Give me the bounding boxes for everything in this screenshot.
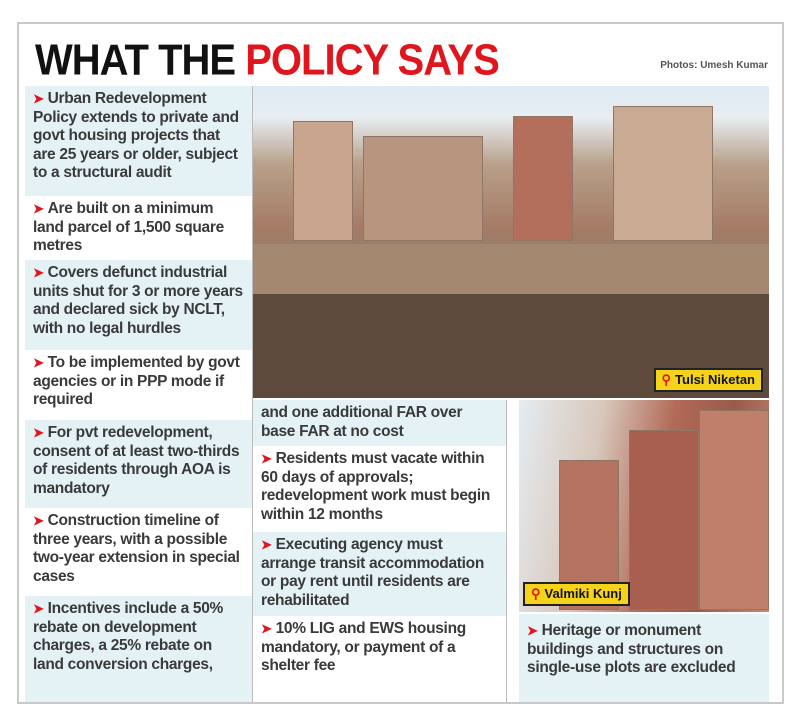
point-text: Covers defunct industrial units shut for 3 or more years and declared sick by NCLT, with no legal hurdles xyxy=(33,264,243,337)
point-text: Urban Redevelopment Policy extends to private and govt housing projects that are 25 years or older, subject to a structural audit xyxy=(33,90,239,181)
tag-text: Valmiki Kunj xyxy=(544,586,622,601)
point-text: To be implemented by govt agencies or in PPP mode if required xyxy=(33,354,240,408)
policy-point xyxy=(25,350,252,420)
point-text: For pvt redevelopment, consent of at least two-thirds of residents through AOA is mandatory xyxy=(33,424,240,497)
credit-label: Photos: xyxy=(660,60,698,71)
photo-valmiki-kunj xyxy=(519,400,769,612)
policy-point xyxy=(519,614,769,682)
left-column xyxy=(25,86,253,702)
arrow-icon: ➤ xyxy=(261,537,272,552)
policy-point xyxy=(25,508,252,596)
point-text: Executing agency must arrange transit accommodation or pay rent until residents are rehabilitated xyxy=(261,536,484,609)
point-text: 10% LIG and EWS housing mandatory, or payment of a shelter fee xyxy=(261,620,466,674)
arrow-icon: ➤ xyxy=(33,601,44,616)
policy-point xyxy=(25,596,252,702)
location-pin-icon: ⚲ xyxy=(531,586,541,601)
headline xyxy=(35,36,499,86)
location-tag xyxy=(523,582,630,606)
point-text: and one additional FAR over base FAR at no cost xyxy=(261,404,463,440)
policy-point xyxy=(25,86,252,196)
policy-point xyxy=(253,532,506,616)
arrow-icon: ➤ xyxy=(33,265,44,280)
point-text: Construction timeline of three years, with a possible two-year extension in special cases xyxy=(33,512,240,585)
arrow-icon: ➤ xyxy=(261,621,272,636)
arrow-icon: ➤ xyxy=(33,425,44,440)
middle-column xyxy=(253,400,507,702)
photo-credit xyxy=(660,60,768,71)
right-note xyxy=(519,614,769,702)
headline-red: POLICY SAYS xyxy=(245,36,499,85)
policy-point xyxy=(25,196,252,260)
arrow-icon: ➤ xyxy=(33,513,44,528)
point-text: Residents must vacate within 60 days of approvals; redevelopment work must begin within 12 months xyxy=(261,450,491,523)
photo-tulsi-niketan xyxy=(253,86,769,398)
arrow-icon: ➤ xyxy=(33,91,44,106)
arrow-icon: ➤ xyxy=(261,451,272,466)
policy-point xyxy=(25,420,252,508)
headline-black: WHAT THE xyxy=(35,36,236,85)
policy-point xyxy=(253,446,506,532)
location-pin-icon: ⚲ xyxy=(661,372,672,387)
arrow-icon: ➤ xyxy=(33,355,44,370)
policy-point xyxy=(253,616,506,702)
tag-text: Tulsi Niketan xyxy=(675,372,755,387)
point-text: Are built on a minimum land parcel of 1,500 square metres xyxy=(33,200,224,254)
credit-name: Umesh Kumar xyxy=(700,60,768,71)
policy-point-continued xyxy=(253,400,506,446)
policy-point xyxy=(25,260,252,350)
point-text: Incentives include a 50% rebate on development charges, a 25% rebate on land conversion charges, xyxy=(33,600,224,673)
arrow-icon: ➤ xyxy=(527,623,538,638)
point-text: Heritage or monument buildings and structures on single-use plots are excluded xyxy=(527,622,736,676)
location-tag xyxy=(654,368,763,392)
infographic xyxy=(17,22,784,704)
arrow-icon: ➤ xyxy=(33,201,44,216)
